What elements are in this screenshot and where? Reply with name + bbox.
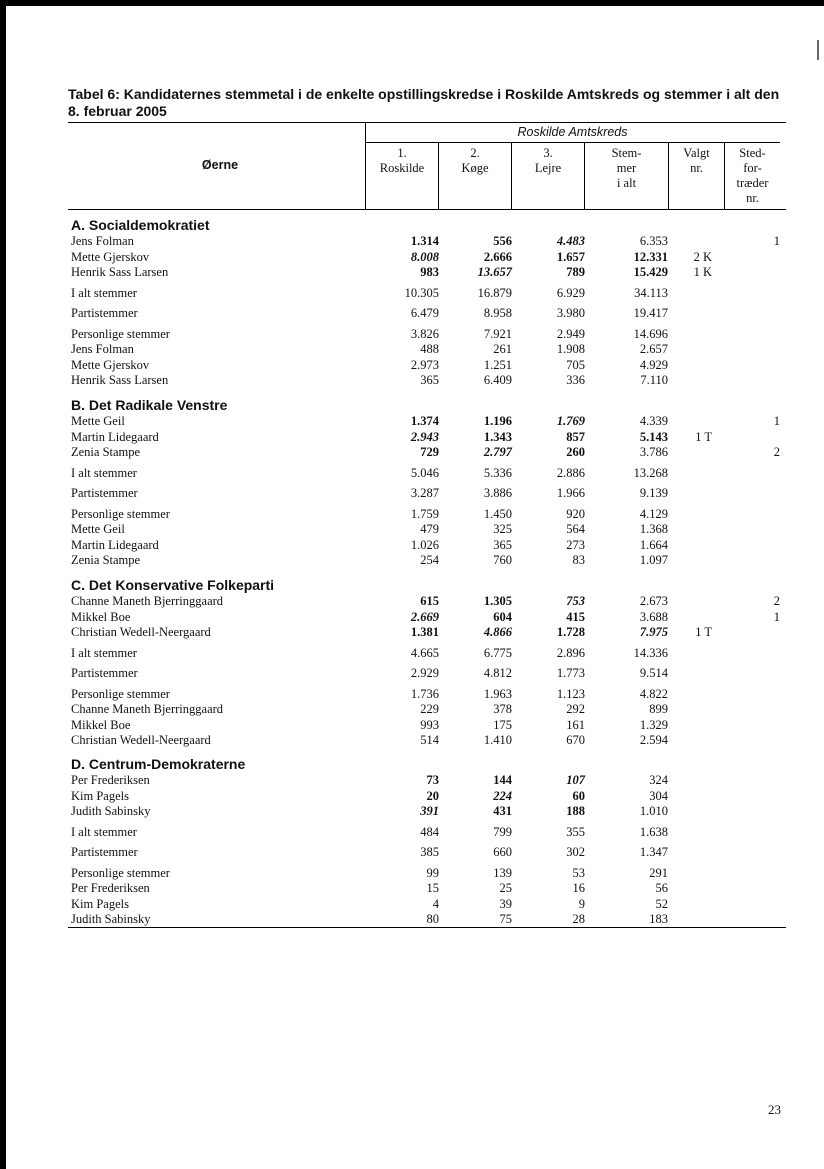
table-cell: 53 [572,865,585,880]
table-row [0,373,824,388]
table-row [0,306,824,321]
table-cell: 6.409 [483,373,512,387]
table-cell: 2.943 [410,429,439,444]
table-cell: 28 [572,912,585,926]
table-row [0,825,824,840]
table-cell: 1.374 [410,414,439,428]
table-row [0,845,824,860]
table-cell: 760 [493,553,512,567]
scan-mark [817,40,819,60]
row-label: Personlige stemmer [71,865,170,880]
row-label: Martin Lidegaard [71,537,159,552]
table-row [0,358,824,373]
table-cell: 3.287 [410,486,439,500]
table-row [0,430,824,445]
table-cell: 34.113 [634,285,668,300]
table-row [0,610,824,625]
table-cell: 80 [426,912,439,926]
table-cell: 2.669 [410,609,439,624]
page-number: 23 [768,1102,781,1117]
row-label: Henrik Sass Larsen [71,265,169,279]
table-cell: 336 [566,373,585,387]
table-cell: 355 [566,824,585,839]
table-cell: 7.110 [640,373,668,387]
table-cell: 15 [426,881,439,895]
row-label: Mette Gjerskov [71,357,150,372]
table-cell: 304 [649,788,668,803]
section-heading: A. Socialdemokratiet [71,217,210,233]
table-cell: 431 [493,804,512,818]
table-cell: 484 [420,824,439,839]
table-row [0,342,824,357]
table-cell: 1.664 [639,537,668,552]
region-header: Øerne [201,158,239,172]
col1-header: 1. Roskilde [379,146,425,175]
table-cell: 1.657 [556,249,585,264]
row-label: Henrik Sass Larsen [71,373,169,387]
table-cell: 365 [493,537,512,552]
table-cell: 25 [499,881,512,895]
table-cell: 20 [426,788,439,803]
table-cell: 670 [566,733,585,747]
table-cell: 993 [420,717,439,732]
table-cell: 1.410 [483,733,512,747]
table-row [0,414,824,429]
section-heading: C. Det Konservative Folkeparti [71,577,275,593]
table-cell: 1.728 [556,625,585,639]
scan-border-left [0,0,6,1169]
table-cell: 615 [420,594,439,608]
row-label: Per Frederiksen [71,881,150,895]
table-cell: 2.657 [639,342,668,356]
table-cell: 14.696 [633,326,668,341]
table-cell: 1.450 [483,506,512,521]
table-cell: 1.026 [410,537,439,552]
table-cell: 261 [493,342,512,356]
table-cell: 107 [566,773,585,787]
table-cell: 75 [499,912,512,926]
table-row [0,327,824,342]
table-cell: 229 [420,702,439,716]
table-cell: 13.268 [633,465,668,480]
table-cell: 1.196 [483,414,512,428]
table-row [0,522,824,537]
group-rule [365,142,780,143]
row-label: Partistemmer [71,845,138,859]
table-row [0,666,824,681]
col2-header: 2. Køge [461,146,489,175]
row-label: Channe Maneth Bjerringgaard [71,702,224,716]
table-cell: 15.429 [633,265,668,279]
table-row [0,466,824,481]
table-cell: 144 [493,773,512,787]
table-cell: 9.139 [639,486,668,500]
table-cell: 378 [493,702,512,716]
table-title: Tabel 6: Kandidaternes stemmetal i de enkelte opstillingskredse i Roskilde Amtskreds og stemmer i alt den 8. februar 2005 [68,86,780,119]
table-cell: 260 [566,445,585,459]
table-cell: 73 [426,773,439,787]
table-cell: 16.879 [477,285,512,300]
table-row [0,866,824,881]
table-cell: 1 K [693,265,712,279]
header-top-rule [68,122,786,123]
table-cell: 789 [566,265,585,279]
row-label: Jens Folman [71,234,134,248]
table-cell: 273 [566,537,585,552]
table-cell: 99 [426,865,439,880]
row-label: I alt stemmer [71,824,137,839]
group-header: Roskilde Amtskreds [517,125,628,139]
row-label: Jens Folman [71,342,134,356]
table-cell: 2.949 [556,326,585,341]
table-row [0,265,824,280]
table-row [0,912,824,927]
table-cell: 9.514 [639,666,668,680]
table-cell: 3.786 [639,445,668,459]
table-row [0,507,824,522]
table-cell: 324 [649,773,668,787]
section-heading: D. Centrum-Demokraterne [71,756,246,772]
table-row [0,733,824,748]
row-label: Partistemmer [71,666,138,680]
scan-border-top [0,0,824,6]
row-label: I alt stemmer [71,645,137,660]
col6-header: Sted- for- træder nr. [736,146,769,205]
table-cell: 2.673 [639,594,668,608]
table-cell: 1.329 [639,717,668,732]
table-cell: 2.896 [556,645,585,660]
row-label: Per Frederiksen [71,773,150,787]
row-label: Partistemmer [71,306,138,320]
table-cell: 899 [649,702,668,716]
table-cell: 4.339 [639,414,668,428]
table-cell: 2 K [693,249,712,264]
table-cell: 604 [493,609,512,624]
table-cell: 488 [420,342,439,356]
table-cell: 1.123 [556,686,585,701]
table-row [0,445,824,460]
table-cell: 1 [773,234,780,248]
table-cell: 1.759 [410,506,439,521]
col5-header: Valgt nr. [683,146,710,175]
table-cell: 60 [572,788,585,803]
table-row [0,646,824,661]
table-cell: 3.688 [639,609,668,624]
table-cell: 13.657 [477,265,512,279]
table-cell: 161 [566,717,585,732]
table-cell: 1 T [695,429,712,444]
table-cell: 799 [493,824,512,839]
table-cell: 983 [420,265,439,279]
row-label: Zenia Stampe [71,445,141,459]
table-row [0,538,824,553]
table-cell: 3.886 [483,486,512,500]
table-row [0,789,824,804]
table-row [0,881,824,896]
table-row [0,234,824,249]
table-cell: 83 [572,553,585,567]
table-cell: 8.008 [410,249,439,264]
table-cell: 1.769 [556,414,585,428]
table-cell: 1.908 [556,342,585,356]
table-cell: 4.665 [410,645,439,660]
table-cell: 2 [773,445,780,459]
table-cell: 753 [566,594,585,608]
table-cell: 729 [420,445,439,459]
row-label: Judith Sabinsky [71,912,151,926]
table-row [0,594,824,609]
row-label: Mikkel Boe [71,717,131,732]
table-cell: 365 [420,373,439,387]
row-label: Personlige stemmer [71,506,170,521]
table-cell: 705 [566,357,585,372]
table-cell: 7.975 [639,625,668,639]
table-row [0,625,824,640]
table-cell: 1 [773,609,780,624]
table-cell: 5.336 [483,465,512,480]
table-cell: 175 [493,717,512,732]
table-cell: 5.046 [410,465,439,480]
table-cell: 1.251 [483,357,512,372]
table-cell: 19.417 [633,306,668,320]
table-cell: 3.826 [410,326,439,341]
row-label: Martin Lidegaard [71,429,159,444]
table-cell: 1.305 [483,594,512,608]
table-cell: 291 [649,865,668,880]
table-cell: 254 [420,553,439,567]
table-row [0,897,824,912]
table-cell: 6.353 [639,234,668,248]
table-cell: 188 [566,804,585,818]
header-bottom-rule [68,209,786,210]
table-cell: 479 [420,522,439,536]
table-cell: 224 [493,788,512,803]
table-row [0,773,824,788]
table-cell: 6.929 [556,285,585,300]
table-cell: 857 [566,429,585,444]
row-label: Mette Geil [71,414,125,428]
table-cell: 302 [566,845,585,859]
section-heading: B. Det Radikale Venstre [71,397,228,413]
table-cell: 2.666 [483,249,512,264]
table-cell: 52 [655,896,668,911]
table-cell: 920 [566,506,585,521]
table-cell: 4 [432,896,439,911]
table-cell: 514 [420,733,439,747]
row-label: Christian Wedell-Neergaard [71,733,211,747]
table-cell: 1.347 [639,845,668,859]
table-cell: 1.010 [639,804,668,818]
table-cell: 4.866 [483,625,512,639]
table-cell: 2 [773,594,780,608]
table-cell: 391 [420,804,439,818]
table-cell: 1.097 [639,553,668,567]
table-row [0,718,824,733]
row-label: Mette Geil [71,522,125,536]
col4-header: Stem- mer i alt [611,146,642,190]
table-cell: 2.929 [410,666,439,680]
row-label: Channe Maneth Bjerringgaard [71,594,224,608]
table-cell: 1.773 [556,666,585,680]
table-cell: 2.886 [556,465,585,480]
table-cell: 1.963 [483,686,512,701]
table-cell: 325 [493,522,512,536]
row-label: Kim Pagels [71,788,129,803]
table-cell: 4.929 [639,357,668,372]
row-label: I alt stemmer [71,465,137,480]
table-cell: 1.638 [639,824,668,839]
table-cell: 16 [572,881,585,895]
table-cell: 4.483 [556,234,585,248]
table-cell: 4.812 [483,666,512,680]
table-cell: 10.305 [404,285,439,300]
table-cell: 1 [773,414,780,428]
col3-header: 3. Lejre [534,146,562,175]
table-row [0,286,824,301]
table-cell: 1.314 [410,234,439,248]
row-label: Christian Wedell-Neergaard [71,625,211,639]
row-label: Judith Sabinsky [71,804,151,818]
table-cell: 1.966 [556,486,585,500]
table-cell: 1.343 [483,429,512,444]
table-cell: 4.129 [639,506,668,521]
table-cell: 2.594 [639,733,668,747]
table-row [0,486,824,501]
row-label: Mikkel Boe [71,609,131,624]
table-cell: 1.381 [410,625,439,639]
table-cell: 292 [566,702,585,716]
table-cell: 139 [493,865,512,880]
table-row [0,687,824,702]
table-cell: 183 [649,912,668,926]
row-label: Mette Gjerskov [71,249,150,264]
table-cell: 2.797 [483,445,512,459]
table-cell: 556 [493,234,512,248]
table-cell: 9 [578,896,585,911]
row-label: Kim Pagels [71,896,129,911]
table-cell: 415 [566,609,585,624]
table-cell: 4.822 [639,686,668,701]
table-cell: 56 [655,881,668,895]
table-cell: 7.921 [483,326,512,341]
table-cell: 1.368 [639,522,668,536]
table-cell: 1 T [695,625,712,639]
table-cell: 1.736 [410,686,439,701]
table-cell: 8.958 [483,306,512,320]
table-cell: 385 [420,845,439,859]
row-label: I alt stemmer [71,285,137,300]
table-cell: 12.331 [633,249,668,264]
table-bottom-rule [68,927,786,928]
table-cell: 5.143 [639,429,668,444]
table-row [0,250,824,265]
table-row [0,804,824,819]
row-label: Partistemmer [71,486,138,500]
row-label: Zenia Stampe [71,553,141,567]
table-cell: 3.980 [556,306,585,320]
table-cell: 660 [493,845,512,859]
table-cell: 2.973 [410,357,439,372]
row-label: Personlige stemmer [71,326,170,341]
table-cell: 6.775 [483,645,512,660]
row-label: Personlige stemmer [71,686,170,701]
table-row [0,702,824,717]
table-cell: 14.336 [633,645,668,660]
table-cell: 6.479 [410,306,439,320]
table-cell: 39 [499,896,512,911]
table-cell: 564 [566,522,585,536]
table-row [0,553,824,568]
